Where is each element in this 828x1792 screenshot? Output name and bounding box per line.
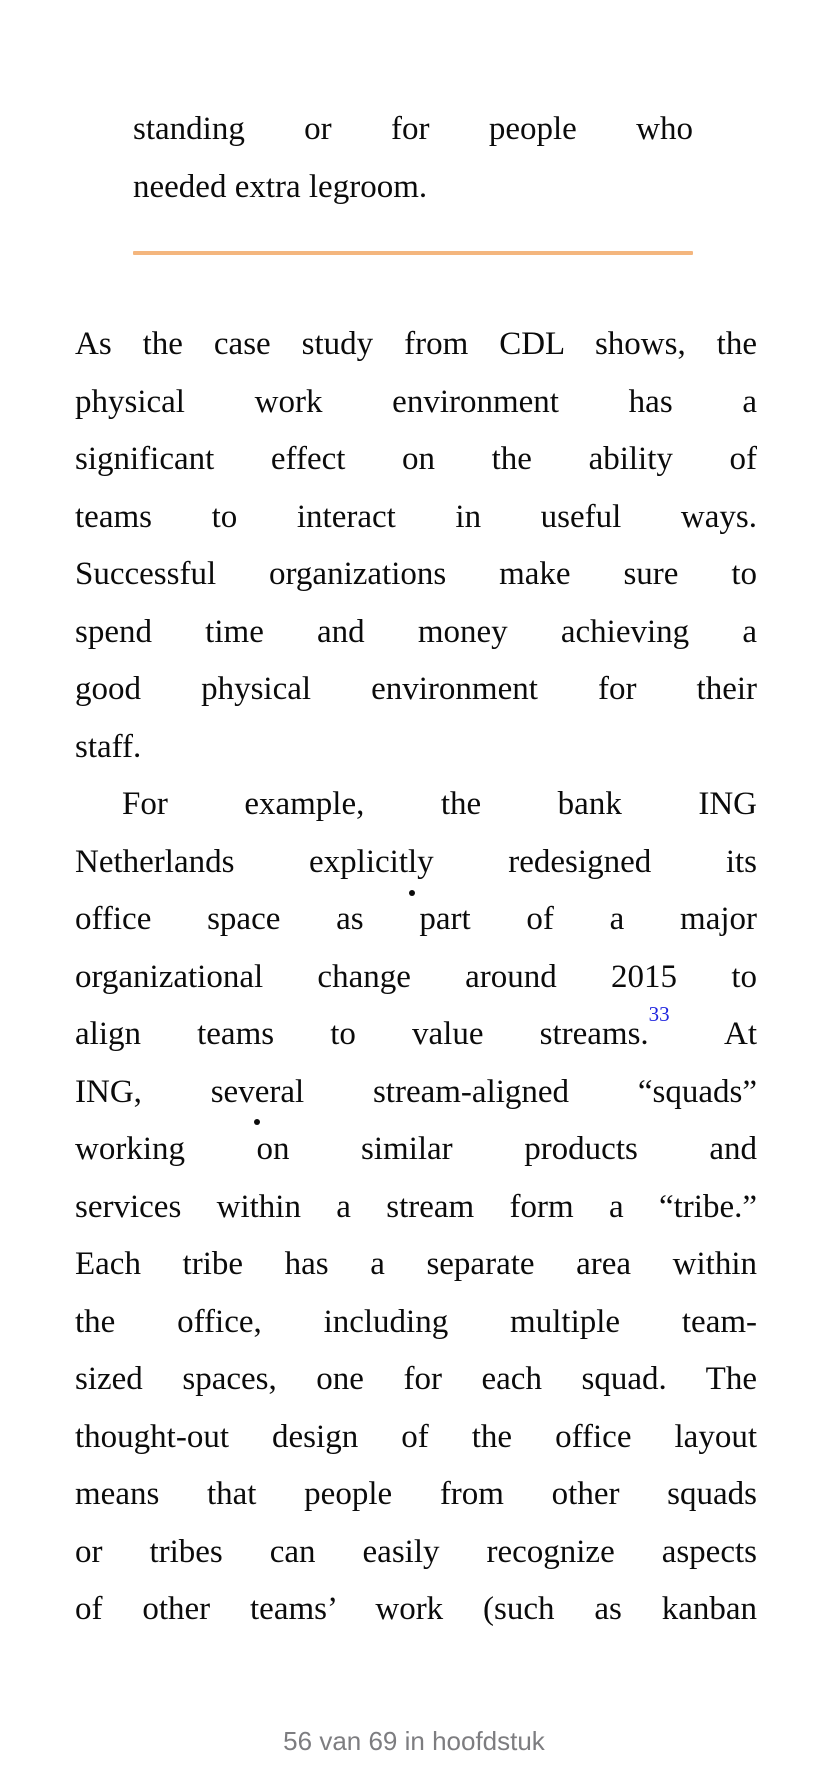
text-line: sized spaces, one for each squad. The bbox=[75, 1361, 757, 1397]
dot-below-mark bbox=[254, 1119, 260, 1125]
paragraph-1 bbox=[75, 316, 757, 776]
text-line: or tribes can easily recognize aspects bbox=[75, 1533, 757, 1570]
text-line: the office, including multiple team- bbox=[75, 1303, 757, 1340]
text-line: Netherlands explicitly redesigned its bbox=[75, 843, 757, 880]
text-segment: align teams to value streams. bbox=[75, 1016, 649, 1052]
text-line: Each tribe has a separate area within bbox=[75, 1246, 757, 1282]
text-line: ING, several stream-aligned “squads” bbox=[75, 1073, 757, 1110]
text-line: of other teams’ work (such as kanban bbox=[75, 1591, 757, 1627]
text-line: means that people from other squads bbox=[75, 1476, 757, 1512]
text-line: As the case study from CDL shows, the bbox=[75, 326, 757, 362]
text-line: services within a stream form a “tribe.” bbox=[75, 1188, 757, 1225]
book-text-column bbox=[75, 0, 757, 1639]
footnote-link[interactable]: 33 bbox=[648, 1002, 670, 1026]
blockquote-excerpt bbox=[133, 101, 693, 216]
dot-below-mark bbox=[409, 890, 415, 896]
paragraph-2 bbox=[75, 776, 757, 1639]
text-line: For example, the bank ING bbox=[122, 786, 757, 822]
text-line: standing or for people who bbox=[133, 111, 693, 147]
text-line: needed extra legroom. bbox=[133, 168, 428, 205]
page-progress-indicator: 56 van 69 in hoofdstuk bbox=[283, 1726, 545, 1756]
text-line: significant effect on the ability of bbox=[75, 441, 757, 477]
text-line: Successful organizations make sure to bbox=[75, 556, 757, 592]
text-segment: At bbox=[723, 1016, 757, 1052]
text-line: organizational change around 2015 to bbox=[75, 958, 757, 995]
text-line: staff. bbox=[75, 728, 142, 765]
text-line: working on similar products and bbox=[75, 1131, 757, 1167]
section-divider-rule bbox=[133, 251, 693, 255]
text-line: physical work environment has a bbox=[75, 383, 757, 420]
text-line: teams to interact in useful ways. bbox=[75, 498, 757, 535]
text-line: thought-out design of the office layout bbox=[75, 1418, 757, 1455]
text-line: office space as part of a major bbox=[75, 901, 757, 937]
text-line-with-footnote bbox=[75, 1002, 757, 1064]
text-line: good physical environment for their bbox=[75, 671, 757, 707]
text-line: spend time and money achieving a bbox=[75, 613, 757, 650]
